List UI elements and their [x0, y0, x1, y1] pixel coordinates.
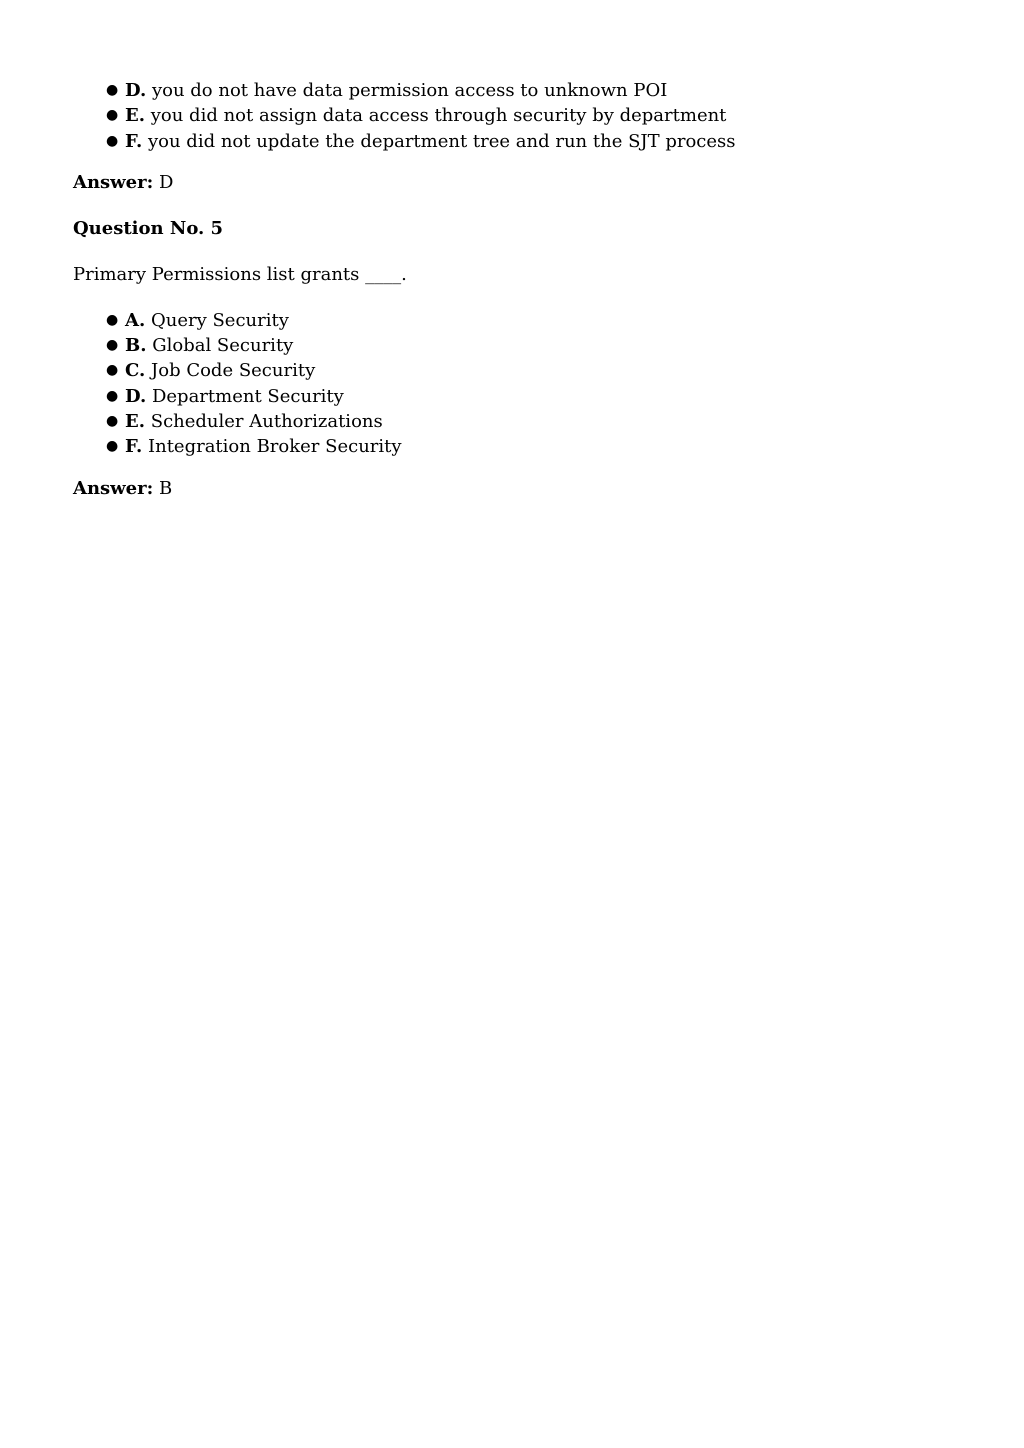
document-page: [73, 78, 973, 501]
previous-answer: [73, 170, 973, 195]
question-text: Primary Permissions list grants ____.: [73, 263, 407, 285]
option-letter: A.: [125, 309, 146, 331]
option-letter: E.: [125, 411, 145, 433]
answer-label: Answer:: [73, 477, 154, 499]
option-text: Global Security: [152, 335, 294, 357]
option-item: [73, 78, 973, 103]
question-title: Question No. 5: [73, 217, 224, 239]
option-text: Query Security: [150, 309, 289, 331]
option-letter: E.: [125, 105, 145, 127]
option-text: Scheduler Authorizations: [150, 411, 383, 433]
question-options: [73, 308, 973, 460]
option-letter: B.: [125, 335, 147, 357]
bullet-icon: ●: [106, 337, 119, 354]
bullet-icon: ●: [106, 132, 119, 149]
bullet-icon: ●: [106, 362, 119, 379]
option-item: [73, 358, 973, 383]
option-text: you did not update the department tree and run the SJT process: [147, 130, 736, 152]
option-item: [73, 409, 973, 434]
option-item: [73, 103, 973, 128]
previous-question-options: [73, 78, 973, 154]
option-item: [73, 333, 973, 358]
option-letter: D.: [125, 385, 147, 407]
answer-label: Answer:: [73, 171, 154, 193]
answer-value: D: [159, 171, 174, 193]
option-item: [73, 384, 973, 409]
answer-value: B: [159, 477, 173, 499]
option-letter: D.: [125, 80, 147, 101]
option-letter: F.: [125, 130, 143, 152]
bullet-icon: ●: [106, 387, 119, 404]
option-text: Integration Broker Security: [147, 436, 402, 458]
question-answer: [73, 476, 973, 501]
option-item: [73, 129, 973, 154]
bullet-icon: ●: [106, 413, 119, 430]
bullet-icon: ●: [106, 107, 119, 124]
option-text: you do not have data permission access to unknown POI: [151, 80, 668, 101]
option-text: Job Code Security: [151, 360, 316, 382]
option-letter: F.: [125, 436, 143, 458]
option-text: you did not assign data access through security by department: [150, 105, 727, 127]
option-item: [73, 434, 973, 459]
bullet-icon: ●: [106, 311, 119, 328]
bullet-icon: ●: [106, 82, 119, 98]
option-text: Department Security: [151, 385, 344, 407]
bullet-icon: ●: [106, 438, 119, 455]
option-item: [73, 308, 973, 333]
option-letter: C.: [125, 360, 146, 382]
